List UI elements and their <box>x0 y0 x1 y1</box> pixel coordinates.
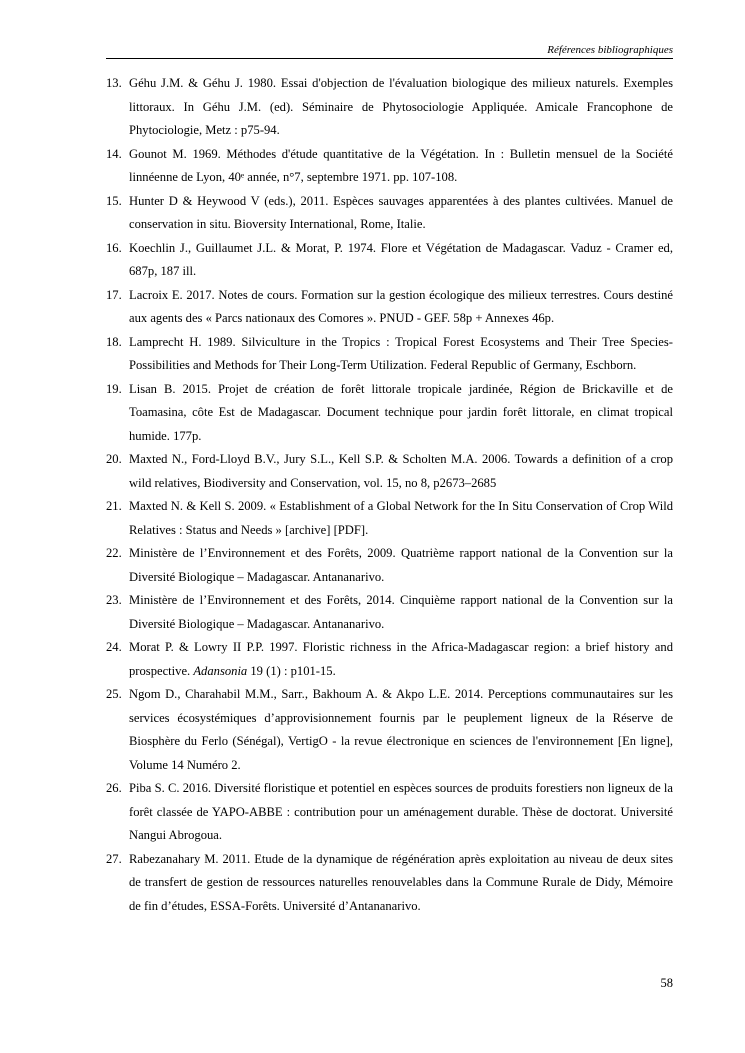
reference-number: 14. <box>106 146 122 161</box>
reference-item <box>106 777 673 848</box>
reference-number: 20. <box>106 452 122 466</box>
reference-text: Rabezanahary M. 2011. Etude de la dynamique de régénération après exploitation au niveau de deux sites de transfert de gestion de ressources naturelles renouvelables dans la Commune Rurale de Didy, Mémoire de fin d’études, ESSA-Forêts. Université d’Antananarivo. <box>129 851 673 913</box>
reference-text: Lacroix E. 2017. Notes de cours. Formation sur la gestion écologique des milieux terrestres. Cours destiné aux agents des « Parcs nationaux des Comores ». PNUD - GEF. 58p + Annexes 46p. <box>129 287 673 325</box>
reference-number: 26. <box>106 781 122 795</box>
reference-item <box>106 636 673 683</box>
reference-item <box>106 495 673 542</box>
reference-item <box>106 448 673 495</box>
reference-number: 27. <box>106 851 122 866</box>
reference-item <box>106 331 673 378</box>
reference-text: Ministère de l’Environnement et des Forêts, 2009. Quatrième rapport national de la Convention sur la Diversité Biologique – Madagascar. Antananarivo. <box>129 546 673 584</box>
reference-number: 22. <box>106 546 122 560</box>
reference-text <box>129 636 673 683</box>
reference-text: Hunter D & Heywood V (eds.), 2011. Espèces sauvages apparentées à des plantes cultivées. Manuel de conservation in situ. Bioversity International, Rome, Italie. <box>129 193 673 231</box>
reference-text: Géhu J.M. & Géhu J. 1980. Essai d'objection de l'évaluation biologique des milieux naturels. Exemples littoraux. In Géhu J.M. (ed). Séminaire de Phytosociologie Appliquée. Amicale Francophone de Phytociologie, Metz : p75-94. <box>129 76 673 137</box>
reference-number: 21. <box>106 499 122 513</box>
reference-text: Maxted N. & Kell S. 2009. « Establishment of a Global Network for the In Situ Conservation of Crop Wild Relatives : Status and Needs » [archive] [PDF]. <box>129 499 673 537</box>
reference-number: 25. <box>106 687 122 701</box>
reference-item <box>106 237 673 284</box>
reference-item <box>106 589 673 636</box>
reference-text: Lamprecht H. 1989. Silviculture in the Tropics : Tropical Forest Ecosystems and Their Tree Species-Possibilities and Methods for Their Long-Term Utilization. Federal Republic of Germany, Eschborn. <box>129 334 673 372</box>
reference-item <box>106 190 673 237</box>
reference-text: Koechlin J., Guillaumet J.L. & Morat, P. 1974. Flore et Végétation de Madagascar. Vaduz - Cramer ed, 687p, 187 ill. <box>129 240 673 278</box>
reference-item <box>106 284 673 331</box>
reference-item <box>106 683 673 777</box>
reference-item <box>106 848 673 919</box>
reference-number: 23. <box>106 593 122 607</box>
header-title: Références bibliographiques <box>547 44 673 56</box>
reference-number: 15. <box>106 193 122 208</box>
reference-item <box>106 542 673 589</box>
reference-number: 18. <box>106 334 122 349</box>
reference-text-after: 19 (1) : p101-15. <box>247 663 336 678</box>
reference-number: 19. <box>106 381 122 396</box>
reference-text: Piba S. C. 2016. Diversité floristique et potentiel en espèces sources de produits forestiers non ligneux de la forêt classée de YAPO-ABBE : contribution pour un aménagement durable. Thèse de doctorat. Université Nangui Abrogoua. <box>129 781 673 842</box>
reference-item <box>106 378 673 449</box>
journal-title: Adansonia <box>193 663 248 678</box>
reference-text: Ngom D., Charahabil M.M., Sarr., Bakhoum A. & Akpo L.E. 2014. Perceptions communautaires sur les services écosystémiques d’approvisionnement fournis par le peuplement ligneux de la Réserve de Biosphère du Ferlo (Sénégal), VertigO - la revue électronique en sciences de l'environnement [En ligne], Volume 14 Numéro 2. <box>129 687 673 772</box>
running-header <box>106 40 673 59</box>
reference-text: Maxted N., Ford-Lloyd B.V., Jury S.L., Kell S.P. & Scholten M.A. 2006. Towards a definition of a crop wild relatives, Biodiversity and Conservation, vol. 15, no 8, p2673–2685 <box>129 452 673 490</box>
page-number: 58 <box>660 976 673 990</box>
reference-number: 17. <box>106 287 122 302</box>
reference-number: 13. <box>106 76 122 90</box>
reference-list <box>106 72 673 918</box>
reference-text: Ministère de l’Environnement et des Forêts, 2014. Cinquième rapport national de la Convention sur la Diversité Biologique – Madagascar. Antananarivo. <box>129 593 673 631</box>
reference-number: 24. <box>106 640 122 654</box>
reference-text: Gounot M. 1969. Méthodes d'étude quantitative de la Végétation. In : Bulletin mensuel de la Société linnéenne de Lyon, 40ᵉ année, n°7, septembre 1971. pp. 107-108. <box>129 146 673 184</box>
reference-number: 16. <box>106 240 122 255</box>
reference-item <box>106 72 673 143</box>
reference-item <box>106 143 673 190</box>
reference-text: Lisan B. 2015. Projet de création de forêt littorale tropicale jardinée, Région de Brickaville et de Toamasina, côte Est de Madagascar. Document technique pour jardin forêt littorale, en climat tropical humide. 177p. <box>129 381 673 443</box>
reference-text-before: Morat P. & Lowry II P.P. 1997. Floristic richness in the Africa-Madagascar region: a brief history and prospective. <box>129 640 673 678</box>
